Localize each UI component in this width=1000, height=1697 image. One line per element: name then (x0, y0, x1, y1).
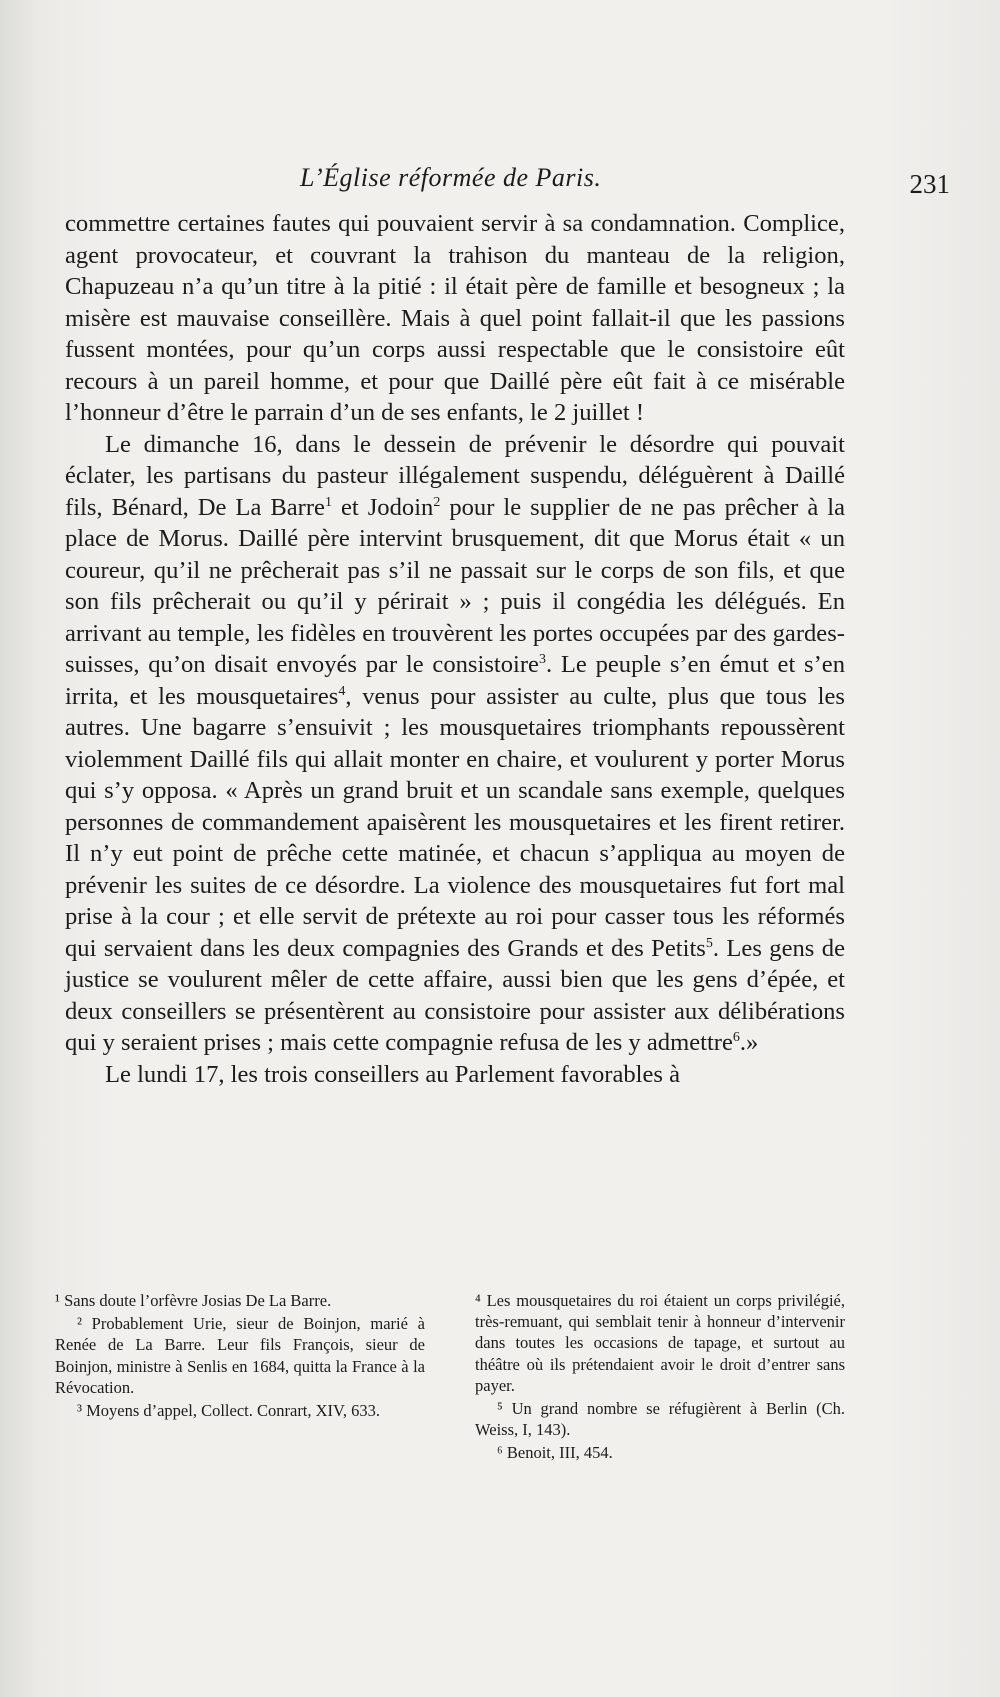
footnote-6: ⁶ Benoit, III, 454. (497, 1443, 613, 1463)
footnote-ref-6: 6 (732, 1030, 740, 1045)
paragraph-3: Le lundi 17, les trois conseillers au Parlement favorables à (105, 1060, 681, 1088)
text-run: Le dimanche 16, dans le dessein de prévenir le désordre qui pouvait éclater, les partisans du pasteur illégalement suspendu, déléguèrent à Daillé fils, Bénard, De La Barre (65, 430, 845, 521)
running-title: L’Église réformée de Paris. (300, 163, 602, 192)
page-number: 231 (909, 169, 950, 199)
footnote-ref-3: 3 (538, 652, 546, 667)
footnote-ref-1: 1 (324, 494, 332, 510)
footnote-ref-4: 4 (338, 683, 346, 699)
footnotes-right-column (475, 1290, 845, 1466)
footnote-ref-5: 5 (705, 935, 713, 951)
footnote-1: ¹ Sans doute l’orfèvre Josias De La Barre. (55, 1291, 332, 1310)
footnote-ref-2: 2 (433, 494, 441, 510)
footnotes (55, 1290, 845, 1466)
text-run: . Les gens de justice se voulurent mêler de cette affaire, aussi bien que les gens d’épée, et deux conseillers se présentèrent au consistoire pour assister aux délibérations qui y seraient prises ; mais cette compagnie refusa de les y admettre (65, 934, 845, 1056)
footnote-4: ⁴ Les mousquetaires du roi étaient un corps privilégié, très-remuant, qui semblait tenir à honneur d’intervenir dans toutes les occasions de tapage, et surtout au théâtre où ils prétendaient avoir le droit d’entrer sans payer. (475, 1291, 845, 1395)
paragraph-2 (65, 429, 845, 1059)
text-run: pour le supplier de ne pas prêcher à la place de Morus. Daillé père intervint brusquement, dit que Morus était « un coureur, qu’il ne prêcherait pas s’il ne passait sur le corps de son fils, et que son fils prêcherait ou qu’il y périrait » ; puis il congédia les délégués. En arrivant au temple, les fidèles en trouvèrent les portes occupées par des gardes-suisses, qu’on disait envoyés par le consistoire (65, 493, 845, 678)
paragraph-1: commettre certaines fautes qui pouvaient servir à sa condamnation. Complice, agent provocateur, et couvrant la trahison du manteau de la religion, Chapuzeau n’a qu’un titre à la pitié : il était père de famille et besogneux ; la misère est mauvaise conseillère. Mais à quel point fallait-il que les passions fussent montées, pour qu’un corps aussi respectable que le consistoire eût recours à un pareil homme, et pour que Daillé père eût fait à ce misérable l’honneur d’être le parrain d’un de ses enfants, le 2 juillet ! (65, 210, 845, 426)
footnotes-left-column (55, 1290, 425, 1466)
footnote-2: ² Probablement Urie, sieur de Boinjon, marié à Renée de La Barre. Leur fils François, sieur de Boinjon, ministre à Senlis en 1684, quitta la France à la Révocation. (55, 1314, 425, 1397)
text-run: . Le peuple s’en émut et s’en irrita, et les mousquetaires (65, 651, 846, 710)
page-header (300, 163, 950, 203)
footnote-3: ³ Moyens d’appel, Collect. Conrart, XIV, 633. (77, 1401, 380, 1421)
text-run: , venus pour assister au culte, plus que tous les autres. Une bagarre s’ensuivit ; les mousquetaires triomphants repoussèrent violemment Daillé fils qui allait monter en chaire, et voulurent y porter Morus qui s’y opposa. « Après un grand bruit et un scandale sans exemple, quelques personnes de commandement apaisèrent les mousquetaires et les firent retirer. Il n’y eut point de prêche cette matinée, et chacun s’appliqua au moyen de prévenir les suites de ce désordre. La violence des mousquetaires fut fort mal prise à la cour ; et elle servit de prétexte au roi pour casser tous les réformés qui servaient dans les deux compagnies des Grands et des Petits (65, 682, 845, 962)
text-run: .» (739, 1029, 759, 1056)
main-text (65, 208, 845, 1090)
footnote-5: ⁵ Un grand nombre se réfugièrent à Berlin (Ch. Weiss, I, 143). (475, 1399, 845, 1440)
text-run: et Jodoin (331, 493, 434, 521)
